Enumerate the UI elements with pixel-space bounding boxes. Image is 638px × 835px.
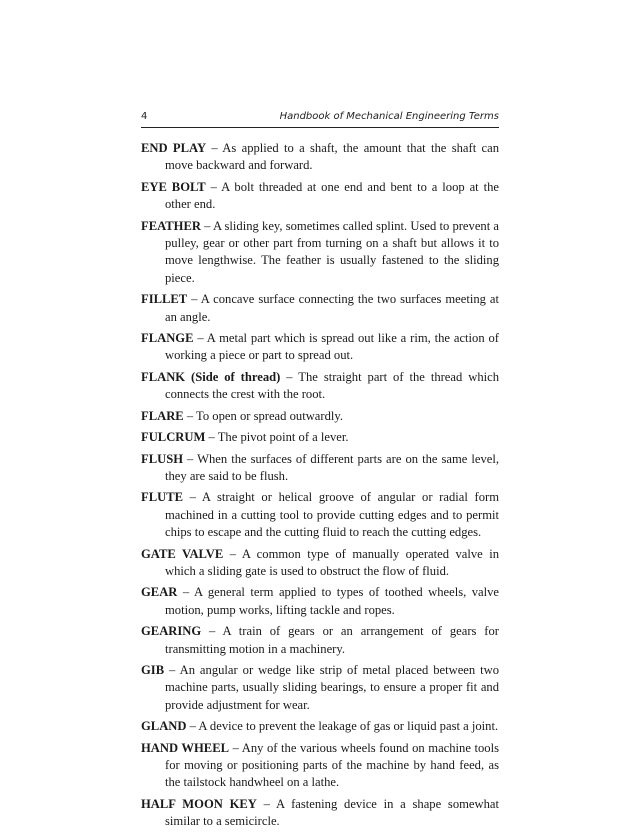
glossary-entry-fulcrum	[141, 429, 499, 446]
term: FLUTE	[141, 490, 183, 505]
term: HAND WHEEL	[141, 740, 230, 755]
glossary-entry-hand-wheel	[141, 740, 499, 792]
glossary-entry-flute	[141, 489, 499, 541]
glossary-list	[141, 140, 499, 835]
glossary-entry-gearing	[141, 623, 499, 658]
definition: – A fastening device in a shape somewhat similar to a semicircle.	[165, 796, 499, 829]
glossary-entry-gate-valve	[141, 546, 499, 581]
glossary-entry-gland	[141, 718, 499, 735]
glossary-entry-flank	[141, 369, 499, 404]
page-number: 4	[141, 111, 148, 122]
glossary-entry-feather	[141, 218, 499, 288]
definition: – A sliding key, sometimes called splint. Used to prevent a pulley, gear or other part from turning on a shaft but allows it to move lengthwise. The feather is usually fastened to the sliding piece.	[165, 218, 499, 285]
glossary-entry-eye-bolt	[141, 179, 499, 214]
glossary-entry-gib	[141, 662, 499, 714]
term: FLANK (Side of thread)	[141, 369, 281, 384]
glossary-entry-end-play	[141, 140, 499, 175]
term: EYE BOLT	[141, 179, 206, 194]
term: GEARING	[141, 624, 202, 639]
definition: – To open or spread outwardly.	[183, 408, 343, 423]
running-header	[141, 109, 499, 128]
glossary-entry-gear	[141, 584, 499, 619]
definition: – The straight part of the thread which connects the crest with the root.	[165, 369, 500, 402]
term: GIB	[141, 662, 165, 677]
definition: – An angular or wedge like strip of metal placed between two machine parts, usually sliding bearings, to ensure a proper fit and provide adjustment for wear.	[164, 662, 499, 712]
definition: – When the surfaces of different parts are on the same level, they are said to be flush.	[165, 451, 499, 483]
definition: – A bolt threaded at one end and bent to a loop at the other end.	[165, 179, 499, 212]
glossary-entry-flange	[141, 330, 499, 365]
term: FLARE	[141, 408, 184, 423]
term: FULCRUM	[141, 430, 206, 445]
definition: – The pivot point of a lever.	[205, 430, 349, 445]
definition: – A train of gears or an arrangement of gears for transmitting motion in a machinery.	[165, 624, 499, 656]
term: GLAND	[141, 719, 187, 734]
definition: – A general term applied to types of toothed wheels, valve motion, pump works, lifting tackle and ropes.	[165, 585, 499, 617]
glossary-entry-flush	[141, 451, 499, 486]
term: FLANGE	[141, 331, 194, 346]
glossary-entry-flare	[141, 408, 499, 425]
term: FILLET	[141, 292, 188, 307]
definition: – A metal part which is spread out like a rim, the action of working a piece or part to spread out.	[165, 331, 499, 363]
term: END PLAY	[141, 141, 207, 155]
definition: – A straight or helical groove of angular or radial form machined in a cutting tool to provide cutting edges and to permit chips to escape and the cutting fluid to reach the cutting edges.	[165, 490, 499, 540]
glossary-entry-half-moon-key	[141, 796, 499, 831]
glossary-entry-fillet	[141, 291, 499, 326]
definition: – As applied to a shaft, the amount that the shaft can move backward and forward.	[165, 141, 499, 173]
definition: – Any of the various wheels found on machine tools for moving or positioning parts of the machine by hand feed, as the tailstock handwheel on a lathe.	[165, 740, 499, 790]
term: FEATHER	[141, 218, 201, 233]
term: HALF MOON KEY	[141, 796, 257, 811]
definition: – A concave surface connecting the two surfaces meeting at an angle.	[165, 292, 499, 324]
term: FLUSH	[141, 451, 183, 466]
definition: – A device to prevent the leakage of gas or liquid past a joint.	[186, 719, 499, 734]
term: GATE VALVE	[141, 546, 224, 561]
term: GEAR	[141, 585, 178, 600]
definition: – A common type of manually operated valve in which a sliding gate is used to obstruct the flow of fluid.	[165, 546, 499, 578]
book-title: Handbook of Mechanical Engineering Terms	[279, 111, 499, 122]
